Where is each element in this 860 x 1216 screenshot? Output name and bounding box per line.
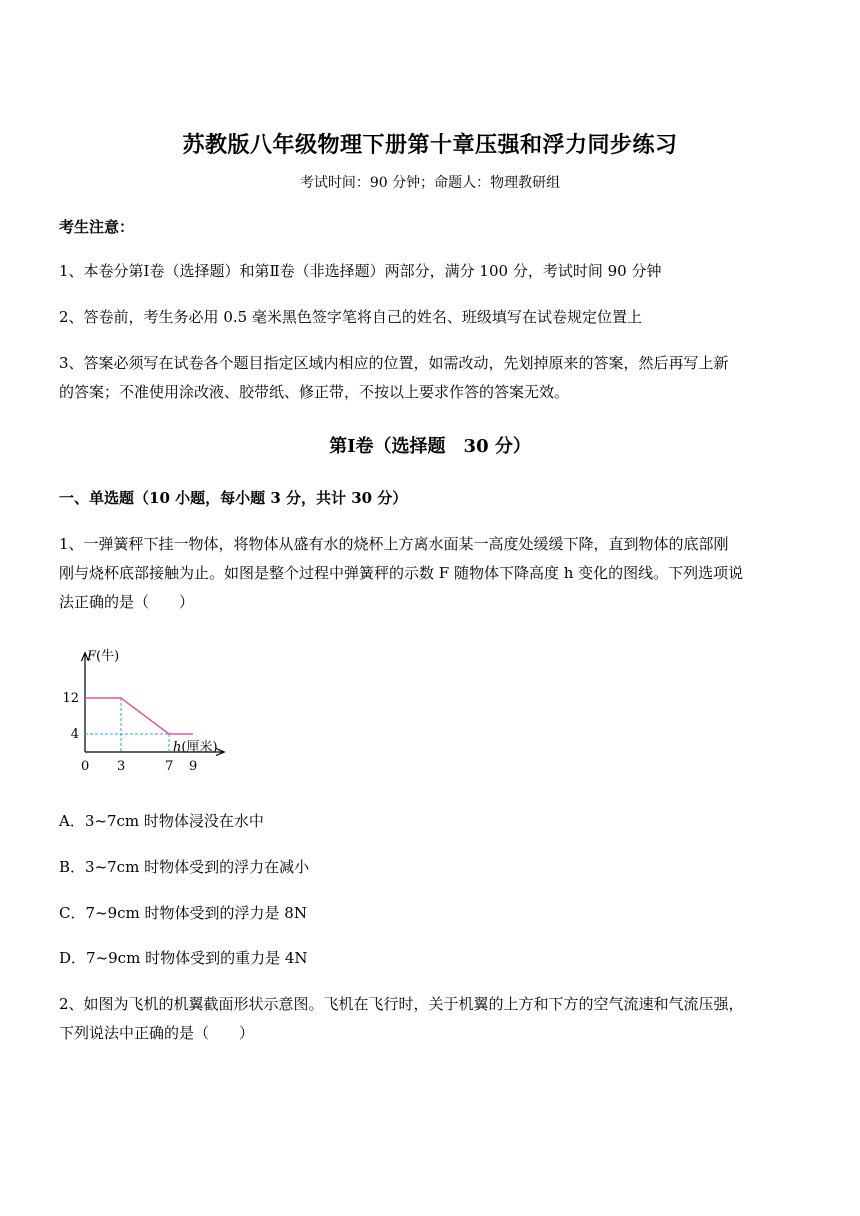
question-1-text: 1、一弹簧秤下挂一物体，将物体从盛有水的烧杯上方离水面某一高度处缓缓下降，直到物体的底部刚 <box>59 535 729 553</box>
part-heading: 一、单选题（10 小题，每小题 3 分，共计 30 分） <box>59 489 408 507</box>
option-b: B．3~7cm 时物体受到的浮力在减小 <box>59 858 310 876</box>
y-tick-label: 12 <box>62 691 79 706</box>
question-1-text: 刚与烧杯底部接触为止。如图是整个过程中弹簧秤的示数 F 随物体下降高度 h 变化的图线。下列选项说 <box>59 564 744 582</box>
question-2-text: 下列说法中正确的是（ ） <box>59 1024 255 1042</box>
x-axis-label: h(厘米) <box>173 740 218 755</box>
notice-item: 的答案；不准使用涂改液、胶带纸、修正带，不按以上要求作答的答案无效。 <box>59 383 570 401</box>
question-2-text: 2、如图为飞机的机翼截面形状示意图。飞机在飞行时，关于机翼的上方和下方的空气流速和气流压强， <box>59 995 744 1013</box>
y-axis-label: F(牛) <box>87 649 120 664</box>
x-tick-label: 3 <box>117 759 126 774</box>
x-tick-label: 7 <box>165 759 174 774</box>
y-tick-labels <box>62 691 79 742</box>
notice-heading: 考生注意： <box>59 218 135 236</box>
page-title: 苏教版八年级物理下册第十章压强和浮力同步练习 <box>182 132 678 158</box>
notice-item: 2、答卷前，考生务必用 0.5 毫米黑色签字笔将自己的姓名、班级填写在试卷规定位置上 <box>59 308 642 326</box>
section-title: 第Ⅰ卷（选择题 30 分） <box>329 436 531 457</box>
x-tick-labels <box>81 759 197 774</box>
x-tick-label: 0 <box>81 759 90 774</box>
series-line <box>85 698 193 734</box>
x-tick-label: 9 <box>189 759 198 774</box>
notice-item: 1、本卷分第Ⅰ卷（选择题）和第Ⅱ卷（非选择题）两部分，满分 100 分，考试时间 90 分钟 <box>59 262 662 280</box>
notice-item: 3、答案必须写在试卷各个题目指定区域内相应的位置，如需改动，先划掉原来的答案，然后再写上新 <box>59 354 729 372</box>
option-a: A．3~7cm 时物体浸没在水中 <box>59 812 264 830</box>
y-tick-label: 4 <box>70 727 79 742</box>
force-height-graph <box>55 640 235 780</box>
option-c: C．7~9cm 时物体受到的浮力是 8N <box>59 904 307 922</box>
option-d: D．7~9cm 时物体受到的重力是 4N <box>59 949 308 967</box>
question-1-text: 法正确的是（ ） <box>59 593 195 611</box>
exam-info: 考试时间：90 分钟；命题人：物理教研组 <box>299 175 561 191</box>
